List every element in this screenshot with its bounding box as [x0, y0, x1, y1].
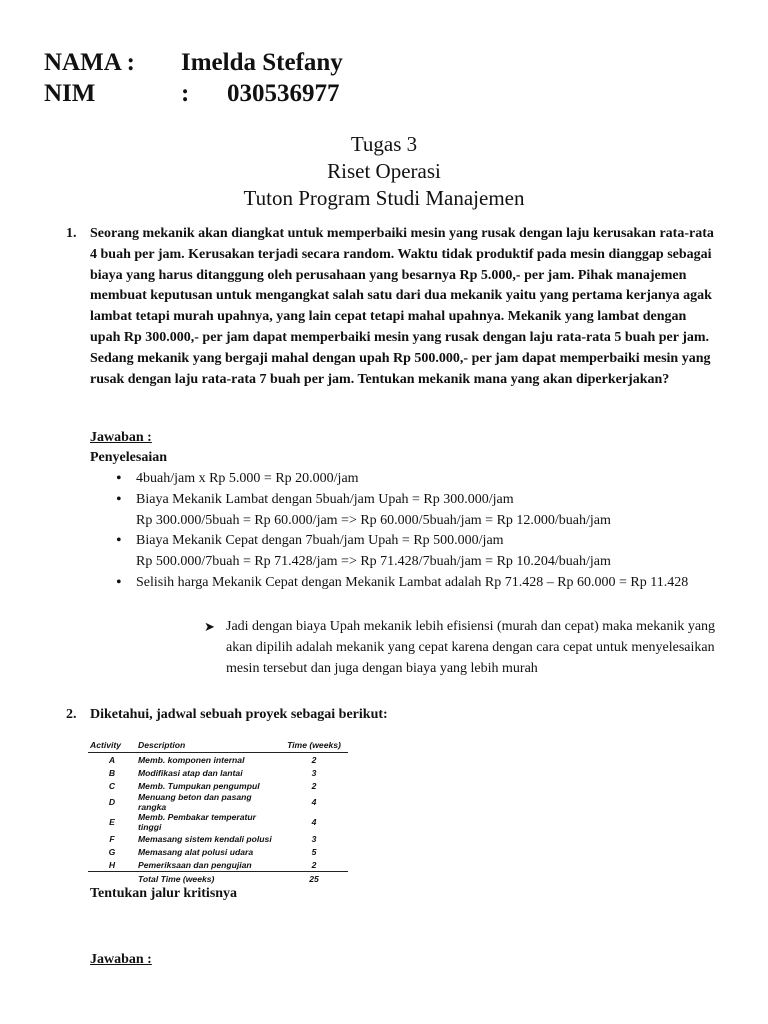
activity-description: Pemeriksaan dan pengujian [138, 859, 252, 870]
solution-item-line: Biaya Mekanik Cepat dengan 7buah/jam Upah = Rp 500.000/jam [136, 533, 504, 549]
activity-description: Memb. Tumpukan pengumpul [138, 780, 260, 791]
q1-jawaban-label: Jawaban : [90, 430, 152, 445]
total-label: Total Time (weeks) [136, 872, 280, 886]
activity-time: 4 [311, 817, 317, 827]
table-row [88, 845, 348, 858]
q1-penyelesaian-label: Penyelesaian [90, 450, 167, 465]
nim-value: 030536977 [227, 80, 340, 107]
arrow-bullet-icon: ➤ [204, 619, 215, 634]
total-value: 25 [280, 872, 348, 886]
solution-item-line: Selisih harga Mekanik Cepat dengan Mekanik Lambat adalah Rp 71.428 – Rp 60.000 = Rp 11.428 [136, 574, 689, 590]
q1-solution-list [112, 469, 712, 594]
table-row [88, 779, 348, 792]
question-2-text: Diketahui, jadwal sebuah proyek sebagai berikut: [90, 707, 388, 722]
activity-description: Memb. komponen internal [138, 754, 245, 765]
activity-time: 3 [311, 833, 317, 844]
activity-time: 2 [311, 754, 317, 765]
nama-label: NAMA : [44, 49, 135, 76]
q2-jawaban-label: Jawaban : [90, 952, 152, 967]
activity-description: Modifikasi atap dan lantai [138, 767, 243, 778]
activity-code: C [108, 780, 116, 791]
table-row [88, 792, 348, 812]
table-row [88, 832, 348, 845]
activity-description: Memasang alat polusi udara [138, 846, 254, 857]
solution-item-line: Biaya Mekanik Lambat dengan 5buah/jam Upah = Rp 300.000/jam [136, 491, 514, 507]
question-1 [66, 224, 716, 390]
activity-code: D [108, 797, 116, 807]
activity-time: 2 [311, 859, 317, 870]
nim-label: NIM [44, 80, 96, 107]
activity-description: Menuang beton dan pasang rangka [138, 792, 252, 812]
question-2-number: 2. [66, 707, 77, 722]
activity-table [88, 737, 348, 885]
solution-item [112, 573, 696, 594]
q2-question: Tentukan jalur kritisnya [90, 886, 238, 901]
activity-time: 2 [311, 780, 317, 791]
doc-program: Tuton Program Studi Manajemen [243, 186, 525, 210]
activity-code: G [108, 846, 116, 857]
question-1-number: 1. [66, 226, 77, 241]
activity-time: 4 [311, 797, 317, 807]
table-total-row [88, 872, 348, 886]
col-description: Description [136, 737, 280, 753]
col-activity: Activity [88, 737, 136, 753]
solution-item-line: 4buah/jam x Rp 5.000 = Rp 20.000/jam [136, 471, 359, 486]
activity-code: A [108, 754, 116, 765]
activity-code: H [108, 859, 116, 870]
solution-item-line: Rp 500.000/7buah = Rp 71.428/jam => Rp 71.428/7buah/jam = Rp 10.204/buah/jam [136, 554, 611, 570]
col-time: Time (weeks) [280, 737, 348, 753]
solution-item-line: Rp 300.000/5buah = Rp 60.000/jam => Rp 60.000/5buah/jam = Rp 12.000/buah/jam [136, 512, 611, 528]
table-row [88, 812, 348, 832]
activity-code: E [109, 817, 115, 827]
doc-subtitle: Riset Operasi [327, 159, 441, 183]
activity-time: 5 [311, 846, 317, 857]
total-spacer [88, 872, 136, 886]
solution-item [112, 490, 712, 532]
table-row [88, 766, 348, 779]
solution-item [112, 469, 712, 490]
question-1-text: Seorang mekanik akan diangkat untuk memperbaiki mesin yang rusak dengan laju kerusakan rata-rata 4 buah per jam. Kerusakan terjadi secara random. Waktu tidak produktif pada mesin dianggap sebagai biaya yang harus ditanggung oleh perusahaan yang besarnya Rp 5.000,- per jam. Pihak manajemen membuat keputusan untuk mengangkat salah satu dari dua mekanik yaitu yang pertama kerjanya agak lambat tetapi murah upahnya, yang lain cepat tetapi mahal upahnya. Mekanik yang lambat dengan upah Rp 300.000,- per jam dapat memperbaiki mesin yang rusak dengan laju rata-rata 5 buah per jam. Sedang mekanik yang bergaji mahal dengan upah Rp 500.000,- per jam dapat memperbaiki mesin yang rusak dengan laju rata-rata 7 buah per jam. Tentukan mekanik mana yang akan diperkerjakan? [90, 226, 714, 387]
activity-time: 3 [311, 767, 317, 778]
nim-colon: : [181, 80, 190, 107]
table-row [88, 858, 348, 872]
doc-title: Tugas 3 [350, 132, 418, 156]
activity-description: Memasang sistem kendali polusi [138, 833, 272, 844]
q1-conclusion-text: Jadi dengan biaya Upah mekanik lebih efisiensi (murah dan cepat) maka mekanik yang akan dipilih adalah mekanik yang cepat karena dengan cara cepat untuk menyelesaikan mesin tersebut dan juga dengan biaya yang lebih murah [226, 619, 716, 676]
activity-description: Memb. Pembakar temperatur tinggi [138, 812, 256, 832]
table-header-row [88, 737, 348, 753]
q1-conclusion [204, 617, 724, 679]
table-row [88, 753, 348, 767]
solution-item [112, 531, 712, 573]
activity-code: F [109, 833, 115, 844]
question-2 [66, 705, 716, 726]
activity-code: B [108, 767, 116, 778]
nama-value: Imelda Stefany [181, 49, 343, 76]
